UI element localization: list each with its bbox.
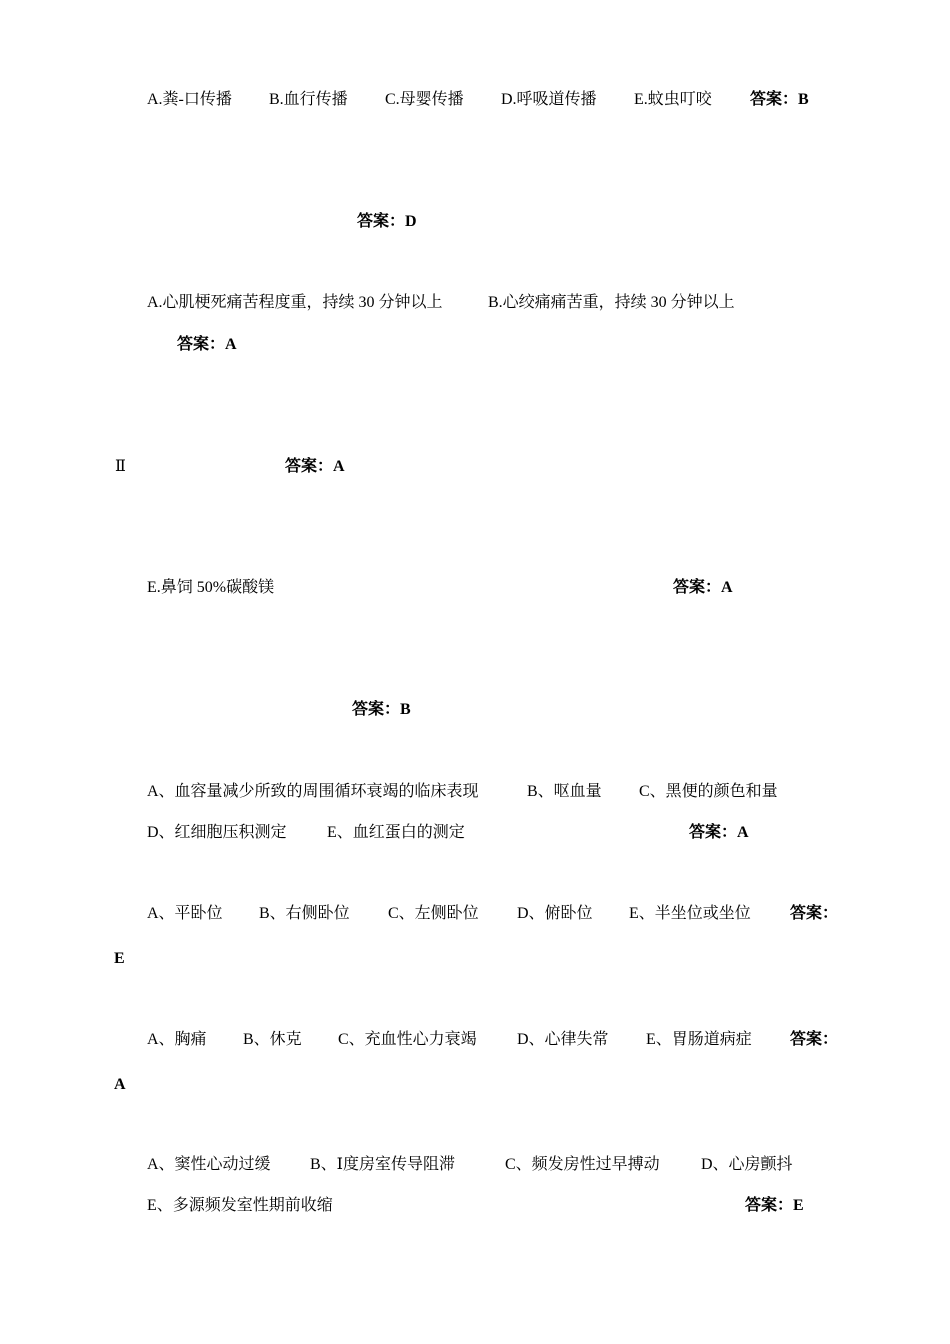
q7-option-b: B、呕血量 [527, 783, 602, 800]
q4-answer: 答案：A [285, 458, 345, 475]
q8-option-b: B、右侧卧位 [259, 905, 350, 922]
q8-option-c: C、左侧卧位 [388, 905, 479, 922]
q10-option-c: C、频发房性过早搏动 [505, 1156, 660, 1173]
q7-answer: 答案：A [689, 824, 749, 841]
q8-option-e: E、半坐位或坐位 [629, 905, 751, 922]
q9-option-a: A、胸痛 [147, 1031, 207, 1048]
q9-answer-value: A [114, 1076, 126, 1093]
q7-option-d: D、红细胞压积测定 [147, 824, 287, 841]
q6-answer: 答案：B [352, 701, 411, 718]
q2-answer: 答案：D [357, 213, 417, 230]
q5-option-e: E.鼻饲 50%碳酸镁 [147, 579, 275, 596]
q8-option-a: A、平卧位 [147, 905, 223, 922]
q9-answer-label: 答案： [790, 1031, 839, 1048]
q4-roman-numeral: Ⅱ [115, 458, 126, 475]
q9-option-d: D、心律失常 [517, 1031, 609, 1048]
q9-option-c: C、充血性心力衰竭 [338, 1031, 477, 1048]
q1-option-a: A.粪-口传播 [147, 91, 232, 108]
q3-option-a: A.心肌梗死痛苦程度重，持续 30 分钟以上 [147, 294, 443, 311]
q9-option-e: E、胃肠道病症 [646, 1031, 752, 1048]
q5-answer: 答案：A [673, 579, 733, 596]
q1-option-d: D.呼吸道传播 [501, 91, 597, 108]
q9-option-b: B、休克 [243, 1031, 302, 1048]
q1-option-e: E.蚊虫叮咬 [634, 91, 712, 108]
q3-answer: 答案：A [177, 336, 237, 353]
q8-answer-label: 答案： [790, 905, 839, 922]
q10-answer: 答案：E [745, 1197, 804, 1214]
q7-option-a: A、血容量减少所致的周围循环衰竭的临床表现 [147, 783, 479, 800]
q7-option-e: E、血红蛋白的测定 [327, 824, 465, 841]
q1-option-c: C.母婴传播 [385, 91, 464, 108]
q10-option-a: A、窦性心动过缓 [147, 1156, 271, 1173]
q10-option-e: E、多源频发室性期前收缩 [147, 1197, 333, 1214]
q7-option-c: C、黑便的颜色和量 [639, 783, 778, 800]
q8-answer-value: E [114, 950, 125, 967]
q10-option-d: D、心房颤抖 [701, 1156, 793, 1173]
q1-answer: 答案：B [750, 91, 809, 108]
q3-option-b: B.心绞痛痛苦重，持续 30 分钟以上 [488, 294, 735, 311]
q1-option-b: B.血行传播 [269, 91, 348, 108]
q8-option-d: D、俯卧位 [517, 905, 593, 922]
q10-option-b: B、Ⅰ度房室传导阻滞 [310, 1156, 455, 1173]
